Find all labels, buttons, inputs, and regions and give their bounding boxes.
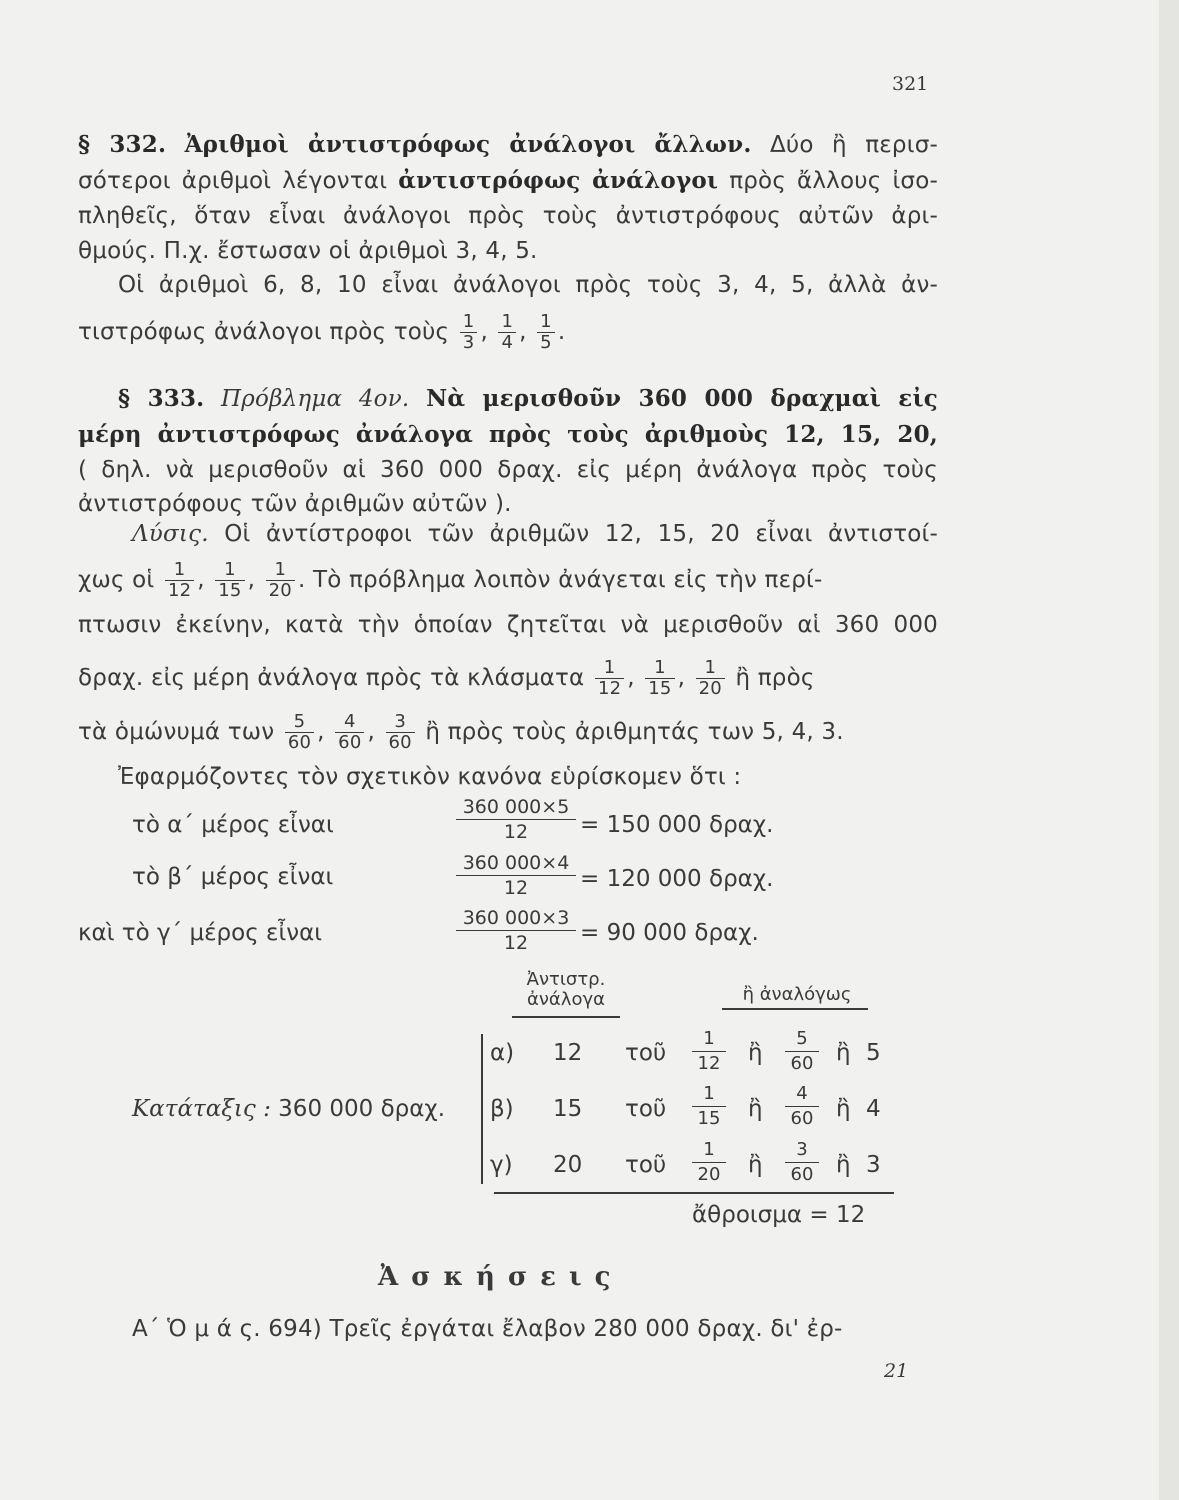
row-letter: α) [490, 1040, 515, 1066]
s332-title: Ἀριθμοὶ ἀντιστρόφως ἀνάλογοι ἄλλων. [184, 131, 752, 158]
header-line: ἀνάλογα [527, 989, 605, 1010]
text: τὰ ὁμώνυμά των [78, 719, 275, 745]
text: Οἱ ἀντίστροφοι τῶν ἀριθμῶν 12, 15, 20 εἶναι ἀντιστοί- [224, 521, 938, 547]
fraction [165, 560, 194, 601]
fraction [696, 658, 725, 699]
fraction [215, 560, 244, 601]
s333-title: Νὰ μερισθοῦν 360 000 δραχμαὶ εἰς [426, 385, 938, 412]
denominator: 20 [692, 1162, 726, 1187]
numerator: 1 [703, 1083, 715, 1104]
denominator: 60 [285, 732, 314, 753]
part-b-label: τὸ β΄ μέρος εἶναι [132, 864, 334, 890]
row-fraction [785, 1027, 819, 1076]
row-or: ἢ [748, 1096, 763, 1122]
brace-line [481, 1034, 483, 1184]
denominator: 12 [456, 875, 576, 900]
row-letter: β) [490, 1096, 514, 1122]
numerator: 5 [293, 711, 306, 732]
row-fraction [692, 1027, 726, 1076]
s333-number: § 333. [118, 385, 205, 412]
s332-number: § 332. [78, 131, 167, 158]
part-a-fraction [456, 795, 576, 844]
header-line: Ἀντιστρ. [526, 969, 606, 990]
numerator: 5 [796, 1028, 808, 1049]
row-of: τοῦ [625, 1152, 667, 1178]
text: ἢ πρὸς τοὺς ἀριθμητάς των 5, 4, 3. [425, 719, 844, 745]
rule-intro: Ἐφαρμόζοντες τὸν σχετικὸν κανόνα εὑρίσκομεν ὅτι : [118, 764, 742, 790]
sum-rule [494, 1192, 894, 1194]
text: σότεροι ἀριθμοὶ λέγονται [78, 168, 388, 194]
denominator: 60 [785, 1051, 819, 1076]
text: δραχ. εἰς μέρη ἀνάλογα πρὸς τὰ κλάσματα [78, 665, 585, 691]
row-or: ἢ [836, 1152, 851, 1178]
row-letter: γ) [490, 1152, 513, 1178]
row-or: ἢ [748, 1040, 763, 1066]
numerator: 1 [703, 1028, 715, 1049]
row-number: 12 [553, 1040, 583, 1066]
fraction [386, 712, 415, 753]
s332-line-5: Οἱ ἀριθμοὶ 6, 8, 10 εἶναι ἀνάλογοι πρὸς τοὺς 3, 4, 5, ἀλλὰ ἀν- [118, 272, 938, 298]
fraction [645, 658, 674, 699]
s333-line-3: ( δηλ. νὰ μερισθοῦν αἱ 360 000 δραχ. εἰς μέρη ἀνάλογα πρὸς τοὺς [78, 457, 938, 483]
label: Κατάταξις : [132, 1096, 271, 1122]
footer-signature: 21 [884, 1360, 909, 1382]
s332-text: Δύο ἢ περισ- [769, 132, 938, 158]
denominator: 15 [215, 580, 244, 601]
numerator: 1 [540, 311, 552, 332]
bold-term: ἀντιστρόφως ἀνάλογοι [398, 167, 719, 194]
s333-line-9: τὰ ὁμώνυμά των $\frac{5}{60}$ , $\frac{4}{60}$ , $\frac{3}{60}$ ἢ πρὸς τοὺς ἀριθμητάς των 5, 4, 3. [78, 711, 844, 753]
row-or: ἢ [748, 1152, 763, 1178]
denominator: 60 [386, 732, 415, 753]
row-of: τοῦ [625, 1040, 667, 1066]
numerator: 4 [796, 1083, 808, 1104]
part-c-result: = 90 000 δραχ. [580, 920, 759, 946]
solution-label: Λύσις. [132, 521, 209, 547]
s332-line-1 [78, 128, 938, 162]
numerator: 1 [603, 657, 616, 678]
numerator: 1 [274, 559, 287, 580]
denominator: 5 [537, 332, 555, 353]
denominator: 60 [785, 1106, 819, 1131]
row-number: 15 [553, 1096, 583, 1122]
header-inverse [506, 970, 626, 1010]
s332-line-6: τιστρόφως ἀνάλογοι πρὸς τοὺς $\frac{1}{3}$ , $\frac{1}{4}$ , $\frac{1}{5}$ . [78, 311, 566, 353]
s333-line-4: ἀντιστρόφους τῶν ἀριθμῶν αὐτῶν ). [78, 491, 512, 517]
denominator: 20 [266, 580, 295, 601]
part-a-label: τὸ α΄ μέρος εἶναι [132, 812, 334, 838]
text: ἢ πρὸς [735, 665, 815, 691]
s333-line-7: πτωσιν ἐκείνην, κατὰ τὴν ὁποίαν ζητεῖται νὰ μερισθοῦν αἱ 360 000 [78, 612, 938, 638]
text: Τὸ πρόβλημα λοιπὸν ἀνάγεται εἰς τὴν περί- [312, 567, 823, 593]
denominator: 12 [165, 580, 194, 601]
row-fraction [692, 1082, 726, 1131]
row-or: ἢ [836, 1096, 851, 1122]
text: τιστρόφως ἀνάλογοι πρὸς τοὺς [78, 319, 450, 345]
fraction [595, 658, 624, 699]
exercise-line: Α΄ Ὁ μ ά ς. 694) Τρεῖς ἐργάται ἔλαβον 280 000 δραχ. δι' ἐρ- [132, 1316, 843, 1342]
numerator: 1 [704, 657, 717, 678]
denominator: 3 [460, 332, 478, 353]
denominator: 12 [692, 1051, 726, 1076]
s332-line-4: θμούς. Π.χ. ἔστωσαν οἱ ἀριθμοὶ 3, 4, 5. [78, 238, 538, 264]
s332-line-3: πληθεῖς, ὅταν εἶναι ἀνάλογοι πρὸς τοὺς ἀντιστρόφους αὐτῶν ἀρι- [78, 203, 938, 229]
exercises-heading: Ἀ σ κ ή σ ε ι ς [378, 1262, 613, 1292]
fraction [266, 560, 295, 601]
numerator: 1 [703, 1139, 715, 1160]
part-b-result: = 120 000 δραχ. [580, 866, 774, 892]
s333-line-2: μέρη ἀντιστρόφως ἀνάλογα πρὸς τοὺς ἀριθμοὺς 12, 15, 20, [78, 421, 938, 448]
fraction [460, 312, 478, 353]
denominator: 12 [456, 819, 576, 844]
s333-label: Πρόβλημα 4ον. [221, 386, 410, 412]
row-value: 4 [866, 1096, 881, 1122]
header-underline [722, 1008, 868, 1010]
denominator: 60 [335, 732, 364, 753]
fraction [335, 712, 364, 753]
numerator: 4 [344, 711, 356, 732]
numerator: 1 [224, 559, 236, 580]
fraction [537, 312, 555, 353]
numerator: 360 000×3 [462, 907, 570, 929]
s332-line-2 [78, 164, 938, 198]
numerator: 1 [462, 311, 475, 332]
row-value: 5 [866, 1040, 881, 1066]
row-or: ἢ [836, 1040, 851, 1066]
row-value: 3 [866, 1152, 881, 1178]
s333-line-5 [132, 517, 938, 551]
page-edge [1159, 0, 1179, 1500]
numerator: 3 [394, 711, 406, 732]
row-fraction [785, 1082, 819, 1131]
sum: ἄθροισμα = 12 [692, 1202, 866, 1228]
numerator: 1 [173, 559, 186, 580]
denominator: 12 [595, 678, 624, 699]
s333-line-6: χως οἱ $\frac{1}{12}$ , $\frac{1}{15}$ , $\frac{1}{20}$ . Τὸ πρόβλημα λοιπὸν ἀνάγεται εἰς τὴν περί- [78, 559, 823, 601]
numerator: 360 000×4 [462, 852, 570, 874]
denominator: 60 [785, 1162, 819, 1187]
numerator: 3 [796, 1139, 808, 1160]
denominator: 15 [692, 1106, 726, 1131]
numerator: 360 000×5 [462, 796, 570, 818]
denominator: 4 [498, 332, 516, 353]
part-c-fraction [456, 906, 576, 955]
fraction [285, 712, 314, 753]
numerator: 1 [501, 311, 514, 332]
denominator: 20 [696, 678, 725, 699]
s333-line-1 [118, 382, 938, 416]
text: πρὸς ἄλλους ἰσο- [729, 168, 938, 194]
row-number: 20 [553, 1152, 583, 1178]
text: χως οἱ [78, 567, 155, 593]
s333-line-8: δραχ. εἰς μέρη ἀνάλογα πρὸς τὰ κλάσματα $\frac{1}{12}$ , $\frac{1}{15}$ , $\frac{1}{20}$ ἢ πρὸς [78, 657, 815, 699]
row-fraction [785, 1138, 819, 1187]
denominator: 15 [645, 678, 674, 699]
denominator: 12 [456, 930, 576, 955]
header-direct: ἢ ἀναλόγως [742, 984, 852, 1005]
fraction [498, 312, 516, 353]
numerator: 1 [654, 657, 666, 678]
header-underline [512, 1016, 620, 1018]
amount: 360 000 δραχ. [278, 1096, 446, 1122]
distribution-label [132, 1092, 445, 1126]
part-a-result: = 150 000 δραχ. [580, 812, 774, 838]
part-b-fraction [456, 851, 576, 900]
page-number: 321 [892, 73, 929, 95]
row-of: τοῦ [625, 1096, 667, 1122]
row-fraction [692, 1138, 726, 1187]
part-c-label: καὶ τὸ γ΄ μέρος εἶναι [78, 920, 323, 946]
